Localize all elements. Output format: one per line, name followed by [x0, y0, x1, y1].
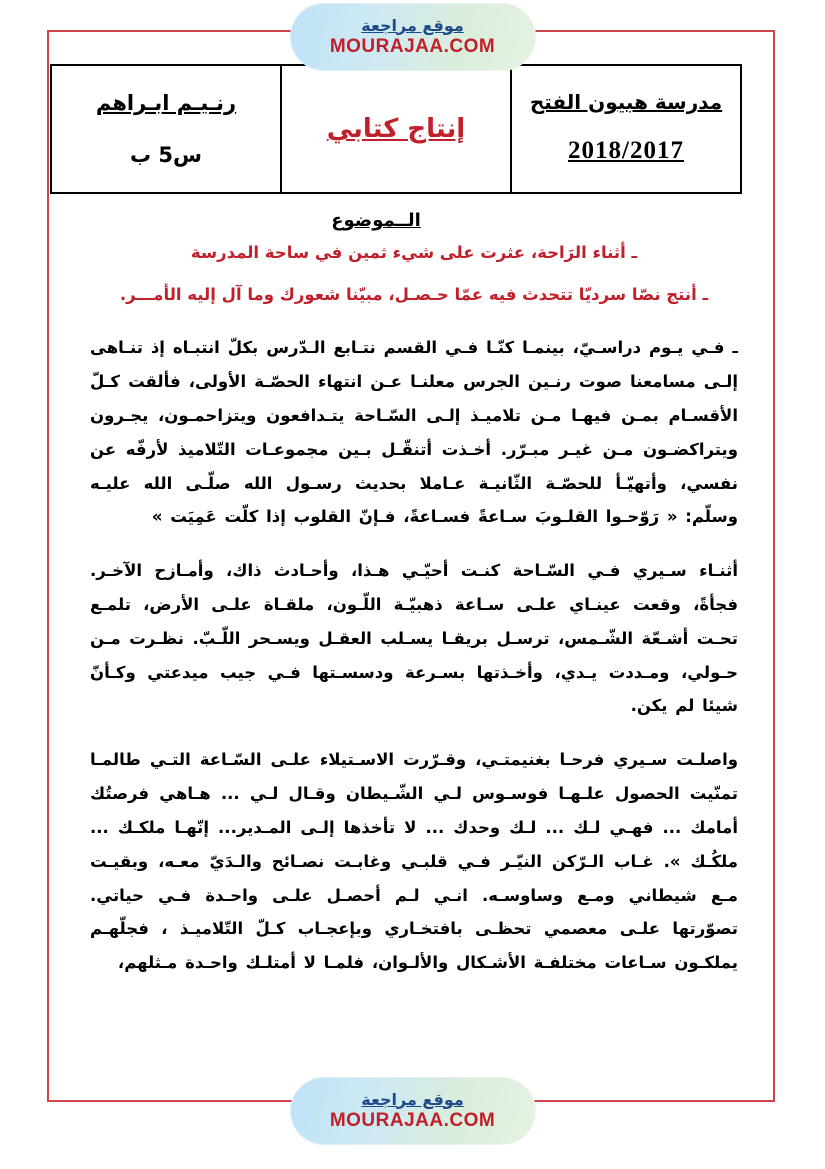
- prompt-line-2: ـ أنتج نصّا سرديّا تتحدث فيه عمّا حـصـل، مبيّنا شعورك وما آل إليه الأمـــر.: [119, 285, 709, 305]
- essay-paragraph: ـ فـي يـوم دراسـيّ، بينمـا كنّـا فـي القسم نتـابع الـدّرس بكلّ انتبـاه إذ تنـاهى إلـى مسامعنا صوت رنـين الجرس معلنـا عـن انتهاء الحصّـة الأولى، فألقت كـلّ الأقسـام بمـن فيهـا مـن تلاميـذ إلـى السّـاحة يتـدافعون ويتزاحمـون، يجـرون ويتراكضـون مـن غيـر مبـرّر. أخـذت أتنقّـل بـين مجموعـات التّلاميذ لأرفّه عن نفسي، وأتهيّـأ للحصّـة الثّانيـة عـاملا بحديث رسـول الله صلّـى الله عليـه وسلّم: « رَوّحـوا القلـوبَ سـاعةً فسـاعةً، فـإنّ القلوب إذا كلّت عَمِيَت »: [90, 338, 738, 527]
- watermark-url: MOURAJAA.COM: [329, 35, 496, 57]
- document-sheet: [62, 36, 774, 1096]
- student-name: رنـيـم ابـراهم: [95, 90, 237, 115]
- student-class: س5 ب: [129, 143, 203, 167]
- watermark-url: MOURAJAA.COM: [329, 1109, 496, 1131]
- essay-body: [86, 331, 742, 980]
- school-year: 2018/2017: [568, 137, 684, 165]
- document-title-cell: إنتاج كتابي: [281, 65, 511, 193]
- header-table: [50, 64, 742, 194]
- essay-paragraph: واصلـت سـيري فرحـا بغنيمتـي، وقـرّرت الاسـتيلاء علـى السّـاعة التـي طالمـا تمنّيت الحصول علـهـا فوسـوس لـي الشّـيطان وقـال لـي ... هـاهي فرصتُك أمامك ... فهـي لـك ... لـك وحدك ... لا تأخذها إلـى المـدير... إنّهـا ملكـك ... ملكُـك ». غـاب الـرّكن النيّـر فـي قلبـي وغابـت نصـائح والـدَيّ معـه، وبقيـت مـع شيطاني ومـع وساوسـه. انـي لـم أحصـل علـى واحـدة فـي حياتي. تصوّرتها علـى معصمي تحظـى بافتخـاري وبإعجـاب كـلّ التّلاميـذ ، فجلّهـم يملكـون سـاعات مختلفـة الأشـكال والألـوان، فلمـا لا أمتلـك واحـدة مـثلهم،: [90, 750, 738, 973]
- subject-label: الــموضوع: [331, 210, 421, 231]
- watermark-title: موقع مراجعة: [361, 1089, 464, 1109]
- student-cell: [51, 65, 281, 193]
- essay-paragraph: أثنـاء سـيري فـي السّـاحة كنـت أحيّـي هـذا، وأحـادث ذاك، وأمـازح الآخـر. فجأةً، وقعت عينـاي علـى سـاعة ذهبيّـة اللّـون، ملقـاة علـى الأرض، تلمـع تحـت أشـعّة الشّـمس، ترسـل بريقـا يسـلب العقـل ويسـحر اللّـبّ. نظـرت مـن حـولي، ومـددت يـدي، وأخـذتها بسـرعة ودسسـتها فـي جيب ميدعتي وكـأنّ شيئا لم يكن.: [90, 561, 738, 716]
- watermark-title: موقع مراجعة: [361, 15, 464, 35]
- table-row: [51, 65, 741, 193]
- prompt-line-1: ـ أثناء الرَاحة، عثرت على شيء ثمين في ساحة المدرسة: [190, 243, 638, 262]
- school-name: مدرسة هبيون الفتح: [529, 90, 723, 115]
- school-cell: [511, 65, 741, 193]
